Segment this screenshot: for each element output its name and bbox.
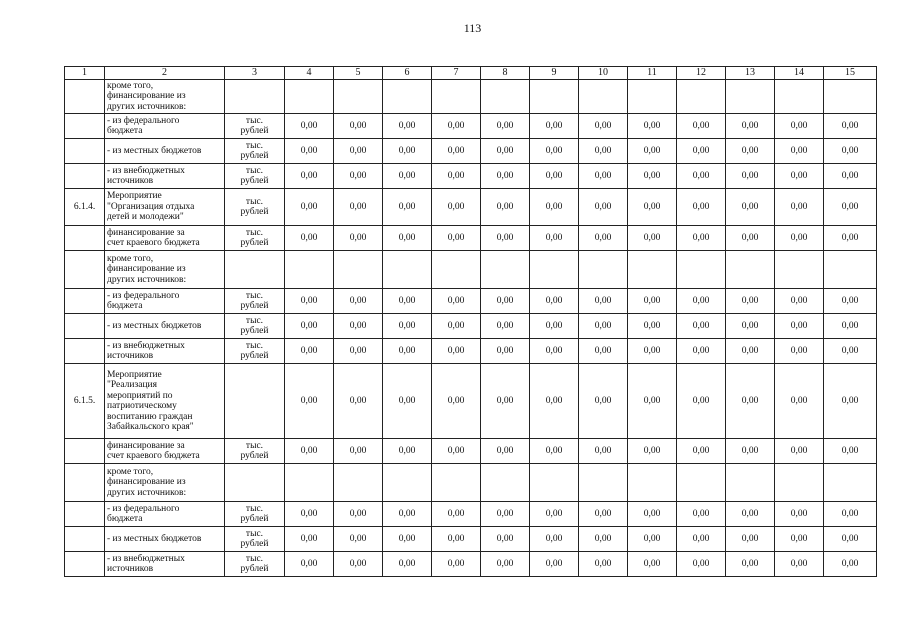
- item-number-cell: 6.1.4.: [65, 189, 105, 226]
- value-cell: 0,00: [285, 289, 334, 314]
- value-cell: 0,00: [383, 139, 432, 164]
- value-cell: 0,00: [481, 314, 530, 339]
- value-cell: [628, 251, 677, 289]
- value-cell: 0,00: [334, 289, 383, 314]
- item-name-cell: Мероприятие "Организация отдыха детей и молодежи": [105, 189, 225, 226]
- value-cell: 0,00: [432, 289, 481, 314]
- value-cell: 0,00: [579, 164, 628, 189]
- value-cell: 0,00: [481, 164, 530, 189]
- item-name-cell: - из внебюджетных источников: [105, 339, 225, 364]
- value-cell: 0,00: [334, 339, 383, 364]
- value-cell: 0,00: [628, 139, 677, 164]
- value-cell: [726, 251, 775, 289]
- value-cell: 0,00: [481, 339, 530, 364]
- value-cell: [432, 251, 481, 289]
- value-cell: 0,00: [579, 339, 628, 364]
- value-cell: 0,00: [334, 114, 383, 139]
- value-cell: 0,00: [432, 189, 481, 226]
- value-cell: [383, 80, 432, 114]
- value-cell: 0,00: [726, 289, 775, 314]
- value-cell: 0,00: [726, 189, 775, 226]
- unit-cell: тыс. рублей: [225, 314, 285, 339]
- table-row: [65, 552, 877, 577]
- value-cell: 0,00: [285, 364, 334, 439]
- item-number-cell: [65, 289, 105, 314]
- value-cell: [481, 464, 530, 502]
- item-name-cell: кроме того, финансирование из других источников:: [105, 251, 225, 289]
- item-number-cell: [65, 527, 105, 552]
- value-cell: 0,00: [579, 439, 628, 464]
- value-cell: 0,00: [432, 527, 481, 552]
- value-cell: 0,00: [481, 364, 530, 439]
- value-cell: [775, 80, 824, 114]
- value-cell: 0,00: [775, 164, 824, 189]
- value-cell: 0,00: [334, 189, 383, 226]
- table-row: [65, 464, 877, 502]
- item-name-cell: - из федерального бюджета: [105, 114, 225, 139]
- value-cell: 0,00: [824, 289, 877, 314]
- value-cell: 0,00: [824, 139, 877, 164]
- item-name-cell: финансирование за счет краевого бюджета: [105, 439, 225, 464]
- value-cell: 0,00: [726, 364, 775, 439]
- item-number-cell: 6.1.5.: [65, 364, 105, 439]
- value-cell: [775, 251, 824, 289]
- value-cell: 0,00: [677, 527, 726, 552]
- value-cell: 0,00: [824, 189, 877, 226]
- item-number-cell: [65, 339, 105, 364]
- value-cell: 0,00: [775, 226, 824, 251]
- value-cell: [677, 464, 726, 502]
- value-cell: 0,00: [432, 139, 481, 164]
- item-name-cell: финансирование за счет краевого бюджета: [105, 226, 225, 251]
- value-cell: 0,00: [677, 226, 726, 251]
- unit-cell: тыс. рублей: [225, 289, 285, 314]
- value-cell: 0,00: [579, 139, 628, 164]
- value-cell: 0,00: [285, 164, 334, 189]
- table-row: [65, 226, 877, 251]
- value-cell: 0,00: [285, 552, 334, 577]
- unit-cell: тыс. рублей: [225, 114, 285, 139]
- value-cell: 0,00: [432, 114, 481, 139]
- table-row: [65, 114, 877, 139]
- value-cell: 0,00: [628, 114, 677, 139]
- value-cell: 0,00: [579, 364, 628, 439]
- value-cell: 0,00: [334, 527, 383, 552]
- item-number-cell: [65, 251, 105, 289]
- value-cell: [579, 464, 628, 502]
- item-number-cell: [65, 226, 105, 251]
- value-cell: 0,00: [628, 164, 677, 189]
- value-cell: 0,00: [579, 314, 628, 339]
- header-cell: 6: [383, 67, 432, 80]
- value-cell: 0,00: [334, 139, 383, 164]
- header-cell: 1: [65, 67, 105, 80]
- table-row: [65, 139, 877, 164]
- value-cell: 0,00: [579, 502, 628, 527]
- item-name-cell: кроме того, финансирование из других источников:: [105, 80, 225, 114]
- value-cell: 0,00: [530, 339, 579, 364]
- item-number-cell: [65, 464, 105, 502]
- value-cell: [334, 464, 383, 502]
- value-cell: 0,00: [481, 439, 530, 464]
- value-cell: [775, 464, 824, 502]
- header-cell: 8: [481, 67, 530, 80]
- value-cell: 0,00: [579, 289, 628, 314]
- unit-cell: тыс. рублей: [225, 527, 285, 552]
- value-cell: 0,00: [726, 527, 775, 552]
- value-cell: 0,00: [285, 189, 334, 226]
- header-cell: 4: [285, 67, 334, 80]
- value-cell: 0,00: [726, 114, 775, 139]
- value-cell: 0,00: [628, 189, 677, 226]
- table-row: [65, 164, 877, 189]
- value-cell: [726, 80, 775, 114]
- unit-cell: тыс. рублей: [225, 439, 285, 464]
- value-cell: 0,00: [334, 164, 383, 189]
- item-number-cell: [65, 114, 105, 139]
- value-cell: 0,00: [775, 139, 824, 164]
- value-cell: 0,00: [432, 226, 481, 251]
- value-cell: 0,00: [432, 364, 481, 439]
- value-cell: 0,00: [334, 439, 383, 464]
- value-cell: 0,00: [334, 364, 383, 439]
- header-cell: 7: [432, 67, 481, 80]
- header-cell: 12: [677, 67, 726, 80]
- value-cell: 0,00: [383, 189, 432, 226]
- header-row: [65, 67, 877, 80]
- value-cell: [481, 251, 530, 289]
- value-cell: 0,00: [677, 364, 726, 439]
- value-cell: 0,00: [481, 552, 530, 577]
- value-cell: 0,00: [628, 289, 677, 314]
- value-cell: 0,00: [775, 339, 824, 364]
- value-cell: 0,00: [726, 226, 775, 251]
- item-name-cell: Мероприятие "Реализация мероприятий по патриотическому воспитанию граждан Забайкальского края": [105, 364, 225, 439]
- value-cell: [677, 251, 726, 289]
- value-cell: 0,00: [481, 289, 530, 314]
- item-name-cell: - из местных бюджетов: [105, 314, 225, 339]
- value-cell: 0,00: [726, 552, 775, 577]
- header-cell: 10: [579, 67, 628, 80]
- value-cell: 0,00: [432, 502, 481, 527]
- table-row: [65, 439, 877, 464]
- item-name-cell: - из федерального бюджета: [105, 502, 225, 527]
- value-cell: 0,00: [677, 339, 726, 364]
- value-cell: 0,00: [677, 552, 726, 577]
- value-cell: 0,00: [530, 139, 579, 164]
- unit-cell: тыс. рублей: [225, 139, 285, 164]
- table-row: [65, 314, 877, 339]
- value-cell: 0,00: [285, 139, 334, 164]
- unit-cell: тыс. рублей: [225, 552, 285, 577]
- value-cell: 0,00: [285, 339, 334, 364]
- value-cell: 0,00: [530, 226, 579, 251]
- value-cell: 0,00: [285, 314, 334, 339]
- value-cell: [432, 80, 481, 114]
- value-cell: 0,00: [628, 314, 677, 339]
- value-cell: 0,00: [579, 189, 628, 226]
- value-cell: 0,00: [775, 527, 824, 552]
- value-cell: 0,00: [628, 339, 677, 364]
- value-cell: 0,00: [432, 339, 481, 364]
- value-cell: 0,00: [677, 314, 726, 339]
- table-row: [65, 339, 877, 364]
- value-cell: [677, 80, 726, 114]
- value-cell: 0,00: [285, 502, 334, 527]
- item-number-cell: [65, 314, 105, 339]
- value-cell: 0,00: [775, 189, 824, 226]
- value-cell: 0,00: [383, 552, 432, 577]
- value-cell: 0,00: [579, 226, 628, 251]
- value-cell: 0,00: [383, 164, 432, 189]
- item-name-cell: - из внебюджетных источников: [105, 164, 225, 189]
- value-cell: [824, 80, 877, 114]
- header-cell: 2: [105, 67, 225, 80]
- value-cell: 0,00: [824, 164, 877, 189]
- value-cell: [579, 80, 628, 114]
- value-cell: 0,00: [285, 439, 334, 464]
- value-cell: 0,00: [285, 527, 334, 552]
- value-cell: 0,00: [677, 502, 726, 527]
- value-cell: 0,00: [334, 314, 383, 339]
- value-cell: [285, 80, 334, 114]
- value-cell: 0,00: [775, 314, 824, 339]
- value-cell: 0,00: [285, 114, 334, 139]
- table-row: [65, 189, 877, 226]
- value-cell: 0,00: [628, 364, 677, 439]
- value-cell: 0,00: [383, 314, 432, 339]
- item-name-cell: - из местных бюджетов: [105, 139, 225, 164]
- value-cell: [285, 251, 334, 289]
- item-name-cell: - из федерального бюджета: [105, 289, 225, 314]
- value-cell: 0,00: [383, 527, 432, 552]
- item-number-cell: [65, 439, 105, 464]
- table-row: [65, 251, 877, 289]
- unit-cell: [225, 364, 285, 439]
- value-cell: 0,00: [383, 114, 432, 139]
- value-cell: 0,00: [775, 364, 824, 439]
- value-cell: 0,00: [824, 339, 877, 364]
- item-number-cell: [65, 552, 105, 577]
- value-cell: 0,00: [775, 289, 824, 314]
- unit-cell: тыс. рублей: [225, 339, 285, 364]
- value-cell: 0,00: [530, 189, 579, 226]
- value-cell: [383, 251, 432, 289]
- value-cell: [628, 80, 677, 114]
- value-cell: 0,00: [383, 289, 432, 314]
- unit-cell: тыс. рублей: [225, 226, 285, 251]
- value-cell: 0,00: [628, 439, 677, 464]
- value-cell: 0,00: [775, 439, 824, 464]
- value-cell: 0,00: [579, 114, 628, 139]
- item-number-cell: [65, 164, 105, 189]
- header-cell: 13: [726, 67, 775, 80]
- value-cell: 0,00: [677, 139, 726, 164]
- value-cell: 0,00: [481, 139, 530, 164]
- value-cell: 0,00: [824, 364, 877, 439]
- value-cell: 0,00: [824, 314, 877, 339]
- value-cell: 0,00: [432, 314, 481, 339]
- value-cell: 0,00: [726, 339, 775, 364]
- item-number-cell: [65, 139, 105, 164]
- header-cell: 5: [334, 67, 383, 80]
- value-cell: [530, 251, 579, 289]
- value-cell: 0,00: [824, 114, 877, 139]
- value-cell: 0,00: [530, 527, 579, 552]
- value-cell: 0,00: [628, 226, 677, 251]
- value-cell: 0,00: [530, 364, 579, 439]
- value-cell: 0,00: [824, 552, 877, 577]
- value-cell: 0,00: [775, 114, 824, 139]
- value-cell: 0,00: [726, 502, 775, 527]
- item-name-cell: - из местных бюджетов: [105, 527, 225, 552]
- unit-cell: тыс. рублей: [225, 502, 285, 527]
- value-cell: 0,00: [677, 114, 726, 139]
- item-name-cell: кроме того, финансирование из других источников:: [105, 464, 225, 502]
- value-cell: 0,00: [726, 139, 775, 164]
- header-cell: 14: [775, 67, 824, 80]
- value-cell: 0,00: [530, 164, 579, 189]
- value-cell: 0,00: [481, 527, 530, 552]
- value-cell: 0,00: [530, 289, 579, 314]
- value-cell: 0,00: [383, 439, 432, 464]
- value-cell: 0,00: [579, 552, 628, 577]
- value-cell: 0,00: [628, 552, 677, 577]
- table-row: [65, 80, 877, 114]
- value-cell: [579, 251, 628, 289]
- value-cell: 0,00: [530, 114, 579, 139]
- value-cell: [530, 80, 579, 114]
- value-cell: 0,00: [530, 314, 579, 339]
- value-cell: [334, 80, 383, 114]
- value-cell: [432, 464, 481, 502]
- item-number-cell: [65, 80, 105, 114]
- value-cell: 0,00: [334, 226, 383, 251]
- unit-cell: тыс. рублей: [225, 189, 285, 226]
- value-cell: 0,00: [481, 114, 530, 139]
- value-cell: 0,00: [334, 502, 383, 527]
- value-cell: 0,00: [481, 189, 530, 226]
- unit-cell: [225, 251, 285, 289]
- value-cell: [334, 251, 383, 289]
- value-cell: 0,00: [383, 502, 432, 527]
- value-cell: 0,00: [383, 226, 432, 251]
- value-cell: 0,00: [775, 552, 824, 577]
- value-cell: 0,00: [481, 226, 530, 251]
- value-cell: 0,00: [432, 552, 481, 577]
- value-cell: 0,00: [432, 439, 481, 464]
- value-cell: [628, 464, 677, 502]
- unit-cell: тыс. рублей: [225, 164, 285, 189]
- header-cell: 15: [824, 67, 877, 80]
- value-cell: 0,00: [530, 439, 579, 464]
- value-cell: 0,00: [775, 502, 824, 527]
- value-cell: 0,00: [824, 502, 877, 527]
- value-cell: [530, 464, 579, 502]
- value-cell: 0,00: [824, 527, 877, 552]
- value-cell: 0,00: [530, 552, 579, 577]
- value-cell: 0,00: [334, 552, 383, 577]
- value-cell: 0,00: [383, 339, 432, 364]
- unit-cell: [225, 464, 285, 502]
- value-cell: 0,00: [530, 502, 579, 527]
- table-row: [65, 364, 877, 439]
- value-cell: 0,00: [677, 189, 726, 226]
- table-row: [65, 527, 877, 552]
- value-cell: 0,00: [726, 439, 775, 464]
- value-cell: 0,00: [677, 289, 726, 314]
- item-number-cell: [65, 502, 105, 527]
- table-row: [65, 289, 877, 314]
- value-cell: 0,00: [824, 226, 877, 251]
- value-cell: 0,00: [481, 502, 530, 527]
- page-number: 113: [463, 21, 482, 35]
- header-cell: 9: [530, 67, 579, 80]
- value-cell: 0,00: [628, 502, 677, 527]
- value-cell: 0,00: [579, 527, 628, 552]
- unit-cell: [225, 80, 285, 114]
- value-cell: [726, 464, 775, 502]
- value-cell: [481, 80, 530, 114]
- value-cell: 0,00: [677, 164, 726, 189]
- value-cell: [824, 464, 877, 502]
- value-cell: 0,00: [726, 314, 775, 339]
- value-cell: 0,00: [383, 364, 432, 439]
- value-cell: [285, 464, 334, 502]
- item-name-cell: - из внебюджетных источников: [105, 552, 225, 577]
- header-cell: 11: [628, 67, 677, 80]
- table-row: [65, 502, 877, 527]
- budget-table: [64, 66, 877, 577]
- value-cell: 0,00: [677, 439, 726, 464]
- value-cell: [383, 464, 432, 502]
- value-cell: 0,00: [285, 226, 334, 251]
- value-cell: [824, 251, 877, 289]
- header-cell: 3: [225, 67, 285, 80]
- value-cell: 0,00: [726, 164, 775, 189]
- value-cell: 0,00: [432, 164, 481, 189]
- value-cell: 0,00: [824, 439, 877, 464]
- value-cell: 0,00: [628, 527, 677, 552]
